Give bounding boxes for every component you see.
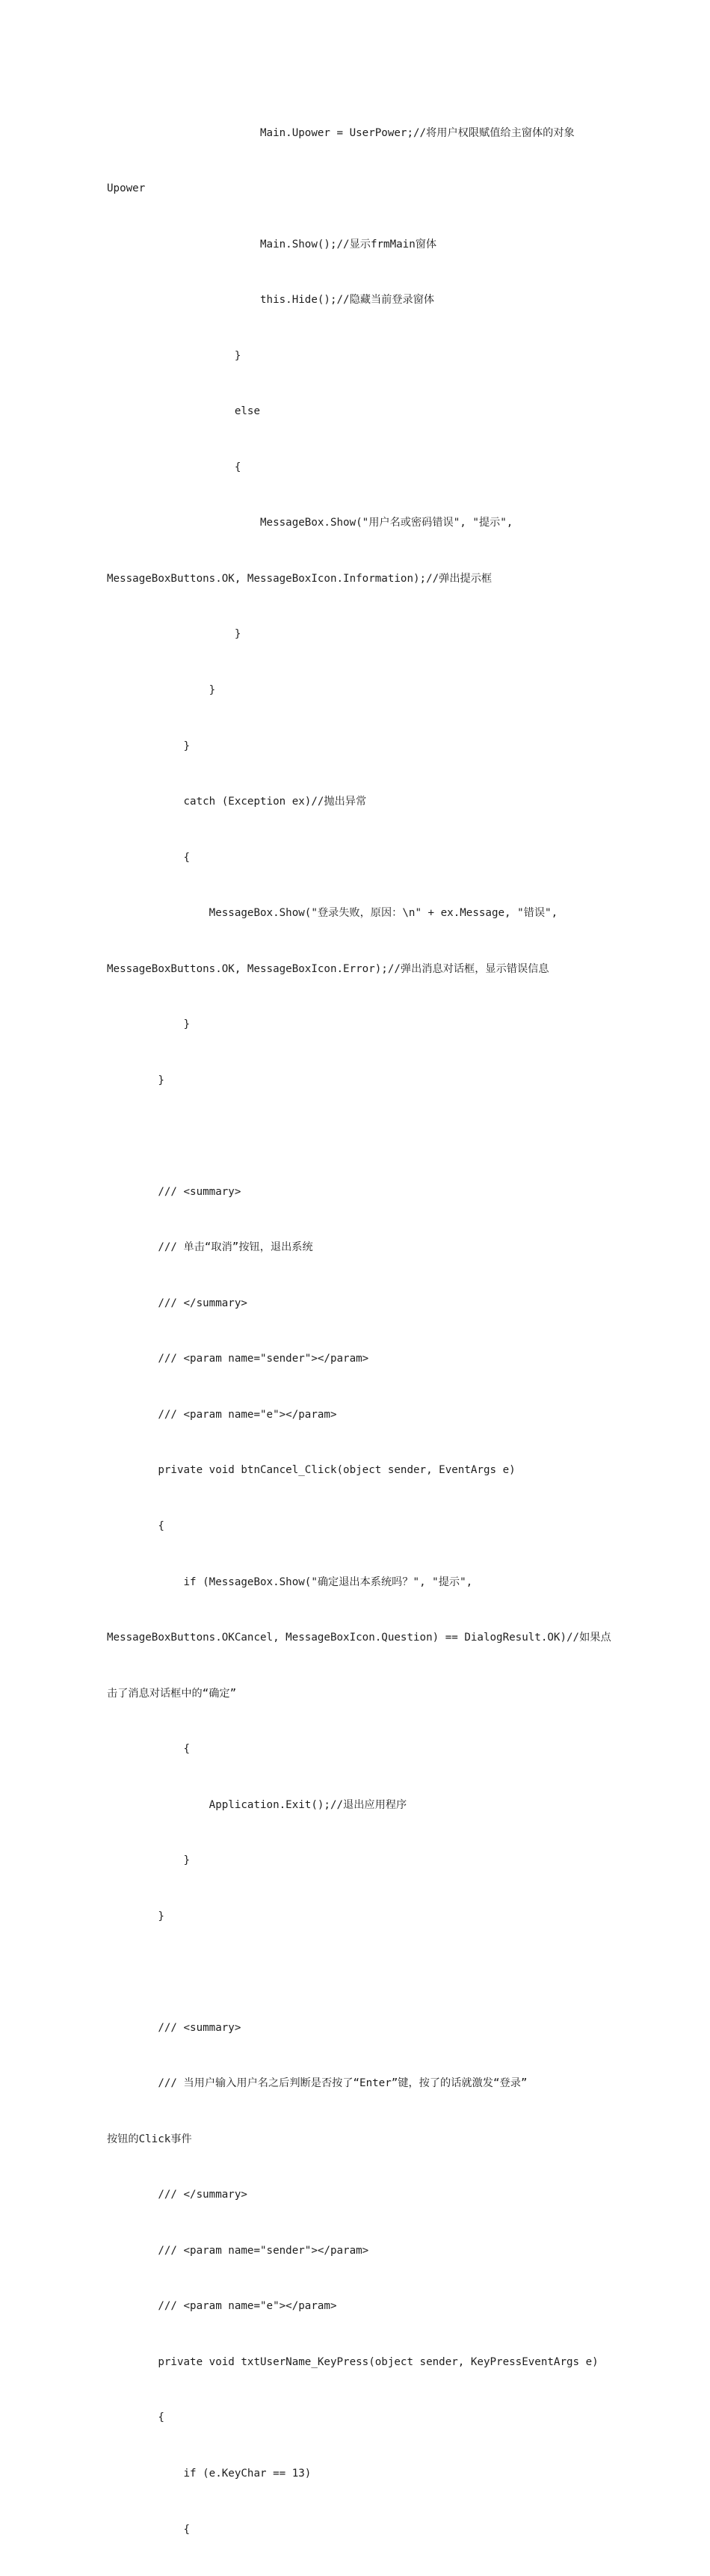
code-line [107,1127,615,1146]
code-line: } [107,1910,164,1922]
code-line: { [107,461,241,473]
code-line: Main.Show();//显示frmMain窗体 [107,238,437,250]
code-line: { [107,2411,164,2424]
code-line: { [107,1519,164,1532]
code-line: } [107,740,191,752]
code-line: MessageBoxButtons.OK, MessageBoxIcon.Error);//弹出消息对话框，显示错误信息 [107,962,549,975]
code-line: } [107,628,241,641]
code-line: } [107,1074,164,1086]
code-block [107,87,615,2576]
code-line: /// <summary> [107,2021,241,2034]
code-line: else [107,405,260,418]
code-line: 按钮的Click事件 [107,2133,192,2145]
code-line: 击了消息对话框中的“确定” [107,1687,237,1700]
code-line: /// <param name="e"></param> [107,2300,337,2313]
code-line: private void btnCancel_Click(object sender, EventArgs e) [107,1464,516,1477]
code-line: } [107,1018,191,1031]
code-line: /// 当用户输入用户名之后判断是否按了“Enter”键，按了的话就激发“登录” [107,2077,528,2090]
code-line: { [107,2523,191,2536]
code-line: Main.Upower = UserPower;//将用户权限赋值给主窗体的对象 [107,126,575,139]
code-line: catch (Exception ex)//抛出异常 [107,796,367,808]
code-line: /// </summary> [107,1297,247,1309]
code-line: } [107,1854,191,1867]
code-line: if (MessageBox.Show("确定退出本系统吗？", "提示", [107,1576,473,1588]
code-line: /// <param name="sender"></param> [107,2244,369,2257]
code-line: /// <param name="sender"></param> [107,1353,369,1365]
code-line: { [107,851,191,864]
code-line: MessageBoxButtons.OKCancel, MessageBoxIcon.Question) == DialogResult.OK)//如果点 [107,1632,611,1644]
code-line: /// </summary> [107,2189,247,2201]
code-line [107,1963,615,1982]
code-line: MessageBox.Show("用户名或密码错误", "提示", [107,517,513,529]
code-line: private void txtUserName_KeyPress(object sender, KeyPressEventArgs e) [107,2355,599,2368]
code-line: { [107,1743,191,1756]
code-line: Application.Exit();//退出应用程序 [107,1798,407,1811]
code-line: } [107,349,241,362]
code-line: if (e.KeyChar == 13) [107,2468,312,2480]
code-line: MessageBox.Show("登录失败，原因：\n" + ex.Message, "错误", [107,907,558,920]
code-line: /// 单击“取消”按钮，退出系统 [107,1241,313,1254]
code-line: } [107,684,216,696]
code-line: this.Hide();//隐藏当前登录窗体 [107,294,435,307]
code-line: /// <param name="e"></param> [107,1408,337,1421]
code-line: /// <summary> [107,1185,241,1198]
code-line: MessageBoxButtons.OK, MessageBoxIcon.Information);//弹出提示框 [107,572,493,585]
code-line: Upower [107,182,146,195]
